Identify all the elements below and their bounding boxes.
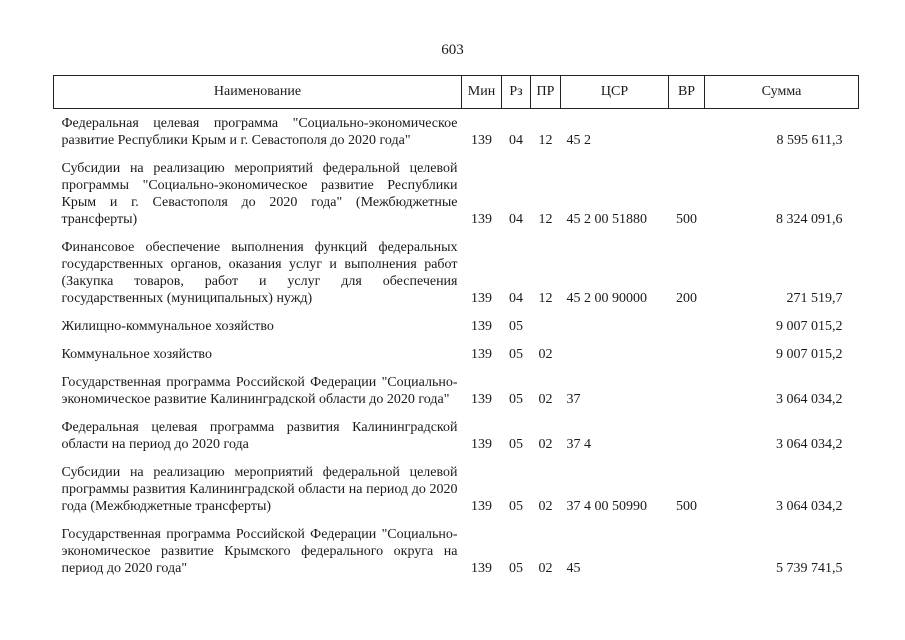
- table-header-row: [54, 76, 859, 109]
- row-min: 139: [471, 499, 492, 514]
- table-row: [54, 109, 859, 155]
- row-csr: [561, 340, 669, 368]
- row-sum: 9 007 015,2: [776, 347, 843, 362]
- table-row: [54, 233, 859, 312]
- row-sum: 5 739 741,5: [776, 561, 843, 576]
- row-min: 139: [471, 319, 492, 334]
- row-sum: 3 064 034,2: [776, 437, 843, 452]
- row-csr: [561, 312, 669, 340]
- row-sum: 3 064 034,2: [776, 392, 843, 407]
- row-csr: 45 2 00 51880: [566, 212, 647, 227]
- page-number: 603: [441, 42, 464, 58]
- row-vr: [669, 368, 705, 413]
- row-min: 139: [471, 392, 492, 407]
- row-vr: 200: [676, 291, 697, 306]
- table-row: [54, 520, 859, 582]
- header-csr: ЦСР: [561, 76, 669, 109]
- row-rz: 04: [509, 212, 523, 227]
- row-name: Федеральная целевая программа развития Калининградской области на период до 2020 года: [61, 420, 458, 452]
- header-min: Мин: [462, 76, 502, 109]
- row-pr: 12: [538, 291, 553, 306]
- table-row: [54, 413, 859, 458]
- row-rz: 05: [509, 319, 523, 334]
- row-min: 139: [471, 437, 492, 452]
- row-min: 139: [471, 291, 492, 306]
- row-csr: 45: [566, 561, 581, 576]
- row-rz: 04: [509, 291, 523, 306]
- row-vr: [669, 413, 705, 458]
- row-pr: [531, 312, 561, 340]
- table-row: [54, 368, 859, 413]
- row-vr: [669, 109, 705, 155]
- row-sum: 3 064 034,2: [776, 499, 843, 514]
- table-row: [54, 458, 859, 520]
- row-name: Субсидии на реализацию мероприятий федеральной целевой программы развития Калининградской области на период до 2020 года (Межбюджетные трансферты): [61, 465, 458, 514]
- row-pr: 02: [538, 347, 553, 362]
- row-name: Субсидии на реализацию мероприятий федеральной целевой программы "Социально-экономическое развитие Республики Крым и г. Севастополя до 2020 года" (Межбюджетные трансферты): [61, 161, 458, 227]
- row-rz: 05: [509, 499, 523, 514]
- header-name: Наименование: [54, 76, 462, 109]
- row-min: 139: [471, 133, 492, 148]
- row-min: 139: [471, 561, 492, 576]
- row-pr: 12: [538, 133, 553, 148]
- row-csr: 45 2 00 90000: [566, 291, 647, 306]
- row-rz: 05: [509, 392, 523, 407]
- row-name: Государственная программа Российской Федерации "Социально-экономическое развитие Калининградской области до 2020 года": [61, 375, 458, 407]
- row-pr: 02: [538, 499, 553, 514]
- row-rz: 05: [509, 561, 523, 576]
- budget-table: [53, 75, 859, 582]
- header-vr: ВР: [669, 76, 705, 109]
- row-rz: 05: [509, 437, 523, 452]
- row-csr: 37: [566, 392, 581, 407]
- row-sum: 8 324 091,6: [776, 212, 843, 227]
- row-name: Федеральная целевая программа "Социально-экономическое развитие Республики Крым и г. Севастополя до 2020 года": [61, 116, 458, 148]
- row-pr: 12: [538, 212, 553, 227]
- row-pr: 02: [538, 561, 553, 576]
- header-rz: Рз: [502, 76, 531, 109]
- row-vr: [669, 340, 705, 368]
- row-min: 139: [471, 347, 492, 362]
- row-vr: [669, 312, 705, 340]
- row-csr: 37 4: [566, 437, 591, 452]
- row-sum: 8 595 611,3: [776, 133, 843, 148]
- header-pr: ПР: [531, 76, 561, 109]
- row-name: Государственная программа Российской Федерации "Социально-экономическое развитие Крымского федерального округа на период до 2020 года": [61, 527, 458, 576]
- row-csr: 45 2: [566, 133, 591, 148]
- table-row: [54, 312, 859, 340]
- row-csr: 37 4 00 50990: [566, 499, 647, 514]
- row-name: Финансовое обеспечение выполнения функций федеральных государственных органов, оказания услуг и выполнения работ (Закупка товаров, работ и услуг для обеспечения государственных (муниципальных) нужд): [61, 240, 458, 306]
- row-vr: 500: [676, 212, 697, 227]
- table-row: [54, 340, 859, 368]
- table-row: [54, 154, 859, 233]
- row-sum: 271 519,7: [786, 291, 843, 306]
- row-pr: 02: [538, 392, 553, 407]
- row-vr: 500: [676, 499, 697, 514]
- header-sum: Сумма: [705, 76, 859, 109]
- row-sum: 9 007 015,2: [776, 319, 843, 334]
- row-rz: 05: [509, 347, 523, 362]
- row-name: Жилищно-коммунальное хозяйство: [61, 319, 274, 334]
- row-name: Коммунальное хозяйство: [61, 347, 212, 362]
- row-rz: 04: [509, 133, 523, 148]
- row-vr: [669, 520, 705, 582]
- row-pr: 02: [538, 437, 553, 452]
- row-min: 139: [471, 212, 492, 227]
